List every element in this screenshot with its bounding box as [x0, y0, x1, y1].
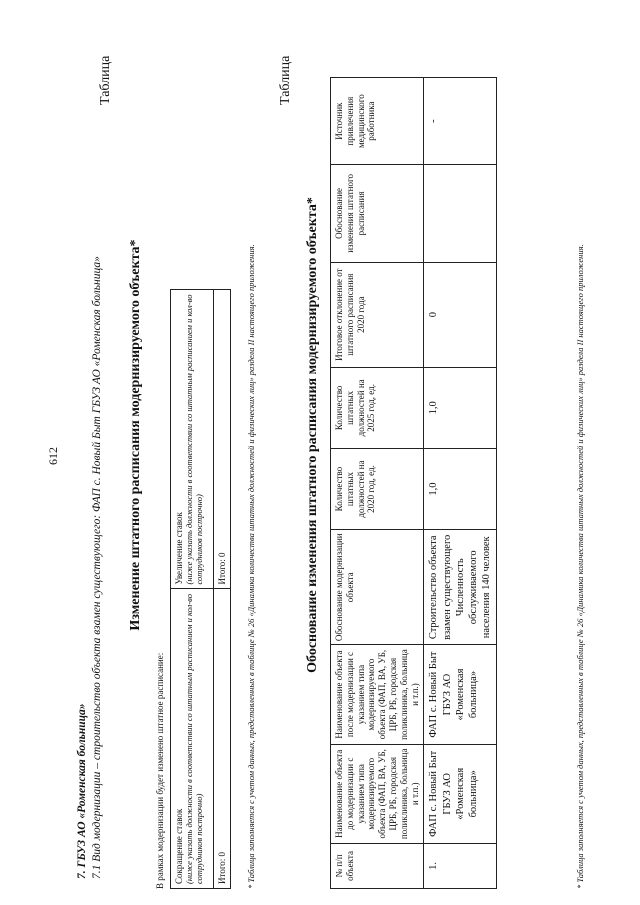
staffing-justification-table — [330, 77, 497, 889]
col-header-staff-2020: Количество штатных должностей на 2020 год, ед. — [331, 448, 424, 529]
row-justification-construction: Строительство объекта взамен существующего — [428, 534, 453, 640]
table2-label: Таблица — [278, 55, 293, 105]
section-subheading: 7.1 Вид модернизации – строительство объекта взамен существующего: ФАП с. Новый Быт ГБУЗ АО «Роменская больница» — [91, 256, 103, 879]
row-number: 1. — [424, 843, 497, 888]
table1-footnote: * Таблица заполняется с учетом данных, представленных в таблице № 26 «Динамика количества штатных должностей и физических лиц» раздела II настоящего приложения. — [246, 244, 256, 889]
col-header-justification: Обоснование модернизации объекта — [331, 530, 424, 645]
page-number: 612 — [46, 447, 60, 465]
increase-header-cell — [171, 290, 214, 590]
increase-note: (ниже указать должности в соответствии со штатным расписанием и кол-во сотрудников построчно) — [184, 294, 204, 585]
col-header-before: Наименование объекта до модернизации с указанием типа модернизируемого объекта (ФАП, ВА, УБ, ЦРБ, РБ, городская поликлиника, больница и т.п.) — [331, 744, 424, 843]
col-header-after: Наименование объекта после модернизации с указанием типа модернизируемого объекта (ФАП, ВА, УБ, ЦРБ, РБ, городская поликлиника, больница и т.п.) — [331, 645, 424, 744]
row-after: ФАП с. Новый Быт ГБУЗ АО «Роменская больница» — [424, 645, 497, 744]
increase-total: Итого: 0 — [214, 290, 231, 590]
table2-footnote: * Таблица заполняется с учетом данных, представленных в таблице № 26 «Динамика количества штатных должностей и физических лиц» раздела II настоящего приложения. — [575, 244, 585, 889]
reduction-header-cell — [171, 589, 214, 889]
reduction-header: Сокращение ставок — [174, 808, 184, 884]
row-staff-2020: 1,0 — [424, 448, 497, 529]
row-staff-2025: 1,0 — [424, 367, 497, 448]
col-header-change-reason: Обоснование изменения штатного расписания — [331, 165, 424, 262]
row-before: ФАП с. Новый Быт ГБУЗ АО «Роменская больница» — [424, 744, 497, 843]
row-change-reason — [424, 165, 497, 262]
table1-title: Изменение штатного расписания модернизируемого объекта* — [128, 239, 143, 631]
row-justification-population: Численность обслуживаемого населения 140 человек — [454, 536, 492, 639]
row-source: - — [424, 78, 497, 165]
reduction-total: Итого: 0 — [214, 589, 231, 889]
col-header-source: Источник привлечения медицинского работника — [331, 78, 424, 165]
table-header-row — [331, 78, 424, 889]
staffing-change-table — [170, 289, 231, 889]
increase-header: Увеличение ставок — [174, 512, 184, 585]
col-header-deviation: Итоговое отклонение от штатного расписания 2020 года — [331, 262, 424, 367]
row-justification — [424, 530, 497, 645]
table2-title: Обоснование изменения штатного расписания модернизируемого объекта* — [305, 197, 320, 673]
table1-intro: В рамках модернизации будет изменено штатное расписание: — [155, 652, 165, 889]
reduction-note: (ниже указать должности в соответствии со штатным расписанием и кол-во сотрудников построчно) — [184, 594, 204, 884]
section-heading: 7. ГБУЗ АО «Роменская больница» — [76, 703, 88, 879]
row-deviation: 0 — [424, 262, 497, 367]
col-header-staff-2025: Количество штатных должностей на 2025 год, ед. — [331, 367, 424, 448]
table-row — [424, 78, 497, 889]
col-header-number: № п/п объекта — [331, 843, 424, 888]
table1-label: Таблица — [98, 55, 113, 105]
